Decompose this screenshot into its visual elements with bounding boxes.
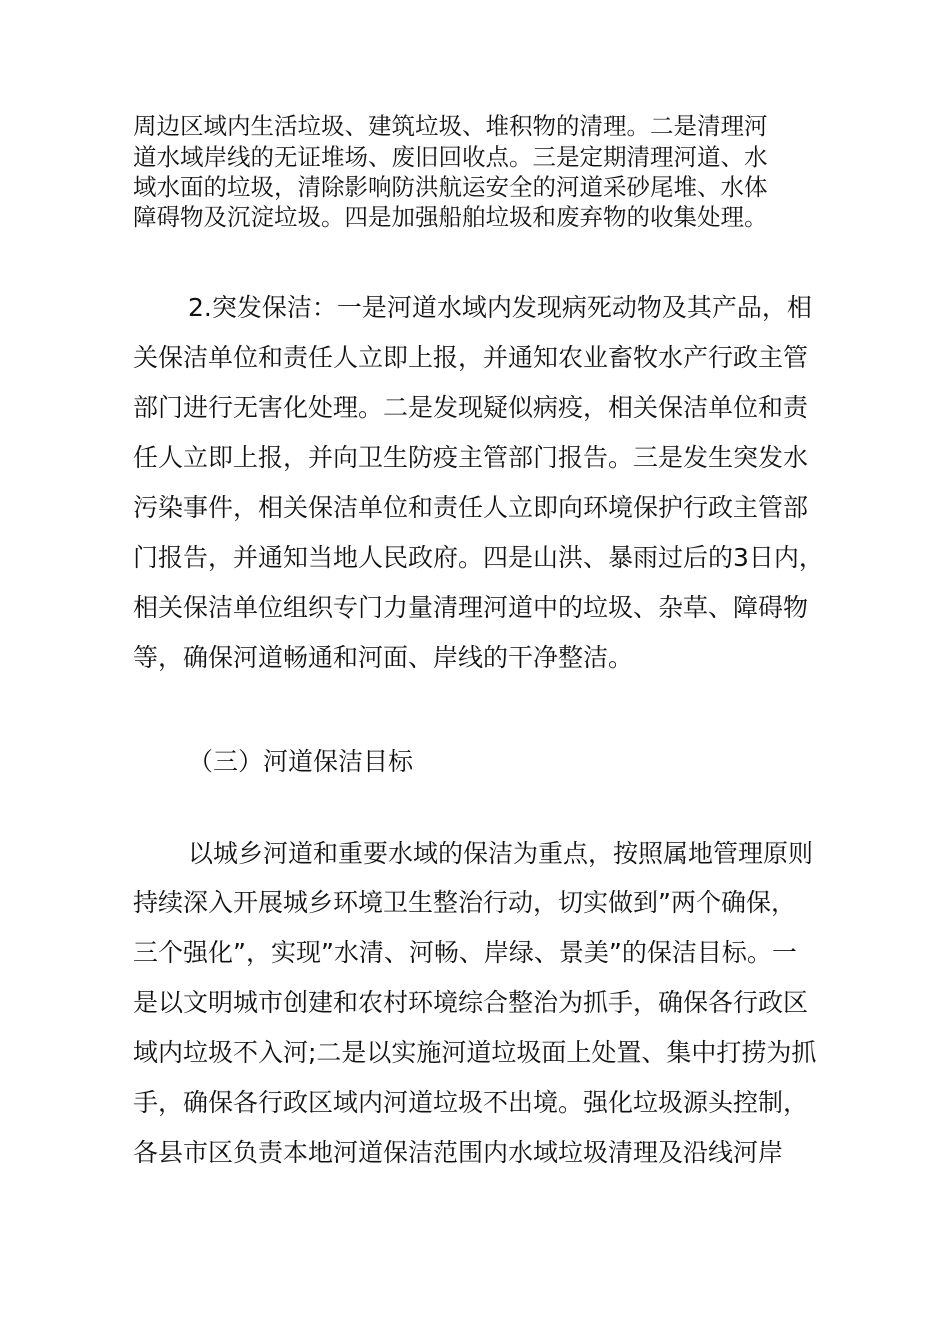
text-line: 周边区域内生活垃圾、建筑垃圾、堆积物的清理。二是清理河 <box>133 112 768 140</box>
text-line: 任人立即上报，并向卫生防疫主管部门报告。三是发生突发水 <box>133 443 809 472</box>
text-line: 各县市区负责本地河道保洁范围内水域垃圾清理及沿线河岸 <box>133 1138 784 1167</box>
text-line: 三个强化”，实现”水清、河畅、岸绿、景美”的保洁目标。一 <box>133 938 797 967</box>
text-line: 域内垃圾不入河;二是以实施河道垃圾面上处置、集中打捞为抓 <box>133 1038 817 1067</box>
text-line: 相关保洁单位组织专门力量清理河道中的垃圾、杂草、障碍物 <box>133 593 809 622</box>
text-line: 等，确保河道畅通和河面、岸线的干净整洁。 <box>133 643 634 672</box>
text-line: 道水域岸线的无证堆场、废旧回收点。三是定期清理河道、水 <box>133 143 768 171</box>
text-line: 持续深入开展城乡环境卫生整治行动，切实做到”两个确保， <box>133 888 796 917</box>
text-line: 是以文明城市创建和农村环境综合整治为抓手，确保各行政区 <box>133 988 809 1017</box>
text-line: 障碍物及沉淀垃圾。四是加强船舶垃圾和废弃物的收集处理。 <box>133 203 768 231</box>
section-heading: （三）河道保洁目标 <box>188 747 414 776</box>
text-line: 部门进行无害化处理。二是发现疑似病疫，相关保洁单位和责 <box>133 393 809 422</box>
text-line: 域水面的垃圾，清除影响防洪航运安全的河道采砂尾堆、水体 <box>133 173 768 201</box>
text-line: 门报告，并通知当地人民政府。四是山洪、暴雨过后的3日内， <box>133 543 824 572</box>
text-line: 手，确保各行政区域内河道垃圾不出境。强化垃圾源头控制， <box>133 1088 809 1117</box>
text-line: 污染事件，相关保洁单位和责任人立即向环境保护行政主管部 <box>133 493 809 522</box>
text-line: 2.突发保洁：一是河道水域内发现病死动物及其产品，相 <box>188 293 812 322</box>
text-line: 关保洁单位和责任人立即上报，并通知农业畜牧水产行政主管 <box>133 343 809 372</box>
text-line: 以城乡河道和重要水域的保洁为重点，按照属地管理原则 <box>188 839 814 868</box>
